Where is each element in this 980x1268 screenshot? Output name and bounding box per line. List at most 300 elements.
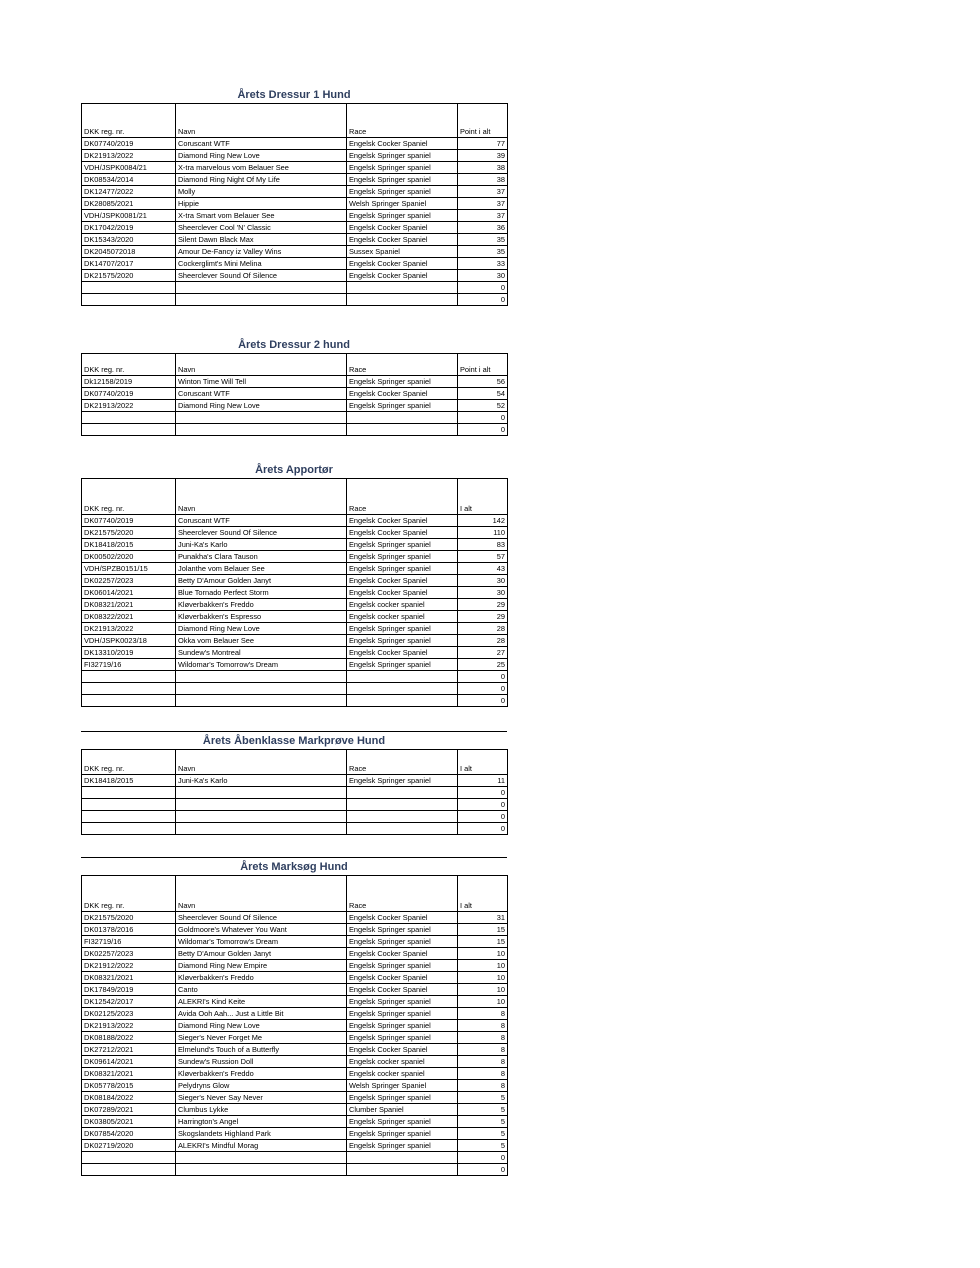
reg-nr-cell: DK00502/2020 <box>82 551 176 563</box>
reg-nr-cell: DK15343/2020 <box>82 234 176 246</box>
breed-cell: Engelsk Springer spaniel <box>347 162 458 174</box>
reg-nr-cell <box>82 412 176 424</box>
points-cell: 0 <box>458 294 508 306</box>
table-row <box>82 515 508 527</box>
points-cell: 36 <box>458 222 508 234</box>
points-cell: 10 <box>458 996 508 1008</box>
points-cell: 28 <box>458 635 508 647</box>
breed-cell <box>347 282 458 294</box>
points-cell: 57 <box>458 551 508 563</box>
points-cell: 33 <box>458 258 508 270</box>
breed-cell <box>347 1164 458 1176</box>
table-row <box>82 539 508 551</box>
name-cell: Kløverbakken's Freddo <box>176 972 347 984</box>
table-row <box>82 960 508 972</box>
table-row <box>82 811 508 823</box>
breed-cell <box>347 823 458 835</box>
breed-cell: Engelsk Cocker Spaniel <box>347 222 458 234</box>
breed-cell: Welsh Springer Spaniel <box>347 1080 458 1092</box>
points-cell: 10 <box>458 960 508 972</box>
name-cell: Blue Tornado Perfect Storm <box>176 587 347 599</box>
points-cell: 37 <box>458 186 508 198</box>
name-cell <box>176 811 347 823</box>
name-cell: Pelydryns Glow <box>176 1080 347 1092</box>
breed-cell: Engelsk cocker spaniel <box>347 599 458 611</box>
section-title: Årets Marksøg Hund <box>240 861 348 873</box>
points-cell: 11 <box>458 775 508 787</box>
reg-nr-cell: DK08321/2021 <box>82 1068 176 1080</box>
breed-cell: Engelsk cocker spaniel <box>347 611 458 623</box>
breed-cell <box>347 671 458 683</box>
points-cell: 0 <box>458 1164 508 1176</box>
table-row <box>82 623 508 635</box>
reg-nr-cell: DK21913/2022 <box>82 150 176 162</box>
reg-nr-cell: DK02257/2023 <box>82 575 176 587</box>
points-cell: 28 <box>458 623 508 635</box>
name-cell: Diamond Ring New Love <box>176 400 347 412</box>
reg-nr-cell: DK12477/2022 <box>82 186 176 198</box>
table-row <box>82 972 508 984</box>
breed-cell: Engelsk Springer spaniel <box>347 1140 458 1152</box>
points-cell: 0 <box>458 671 508 683</box>
points-cell: 29 <box>458 611 508 623</box>
name-cell: Skogslandets Highland Park <box>176 1128 347 1140</box>
column-header: DKK reg. nr. <box>82 354 176 376</box>
table-row <box>82 150 508 162</box>
section-title: Årets Dressur 2 hund <box>238 339 350 351</box>
table-row <box>82 984 508 996</box>
name-cell: Winton Time Will Tell <box>176 376 347 388</box>
name-cell: Clumbus Lykke <box>176 1104 347 1116</box>
breed-cell <box>347 412 458 424</box>
points-cell: 110 <box>458 527 508 539</box>
reg-nr-cell: DK18418/2015 <box>82 539 176 551</box>
divider <box>81 857 507 858</box>
breed-cell: Engelsk Springer spaniel <box>347 1092 458 1104</box>
reg-nr-cell: DK18418/2015 <box>82 775 176 787</box>
breed-cell: Engelsk Springer spaniel <box>347 775 458 787</box>
table-row <box>82 222 508 234</box>
breed-cell <box>347 811 458 823</box>
table-row <box>82 683 508 695</box>
points-cell: 142 <box>458 515 508 527</box>
breed-cell: Engelsk Springer spaniel <box>347 551 458 563</box>
table-row <box>82 424 508 436</box>
table-row <box>82 563 508 575</box>
points-cell: 10 <box>458 948 508 960</box>
points-cell: 10 <box>458 984 508 996</box>
reg-nr-cell: DK2045072018 <box>82 246 176 258</box>
name-cell: Elmelund's Touch of a Butterfly <box>176 1044 347 1056</box>
name-cell: Sheerclever Sound Of Silence <box>176 270 347 282</box>
points-cell: 0 <box>458 787 508 799</box>
breed-cell: Engelsk Cocker Spaniel <box>347 234 458 246</box>
name-cell <box>176 424 347 436</box>
table-row <box>82 1008 508 1020</box>
column-header: Navn <box>176 750 347 775</box>
points-cell: 0 <box>458 799 508 811</box>
column-header: DKK reg. nr. <box>82 750 176 775</box>
reg-nr-cell <box>82 695 176 707</box>
table-row <box>82 270 508 282</box>
column-header: Race <box>347 876 458 912</box>
breed-cell: Engelsk Springer spaniel <box>347 539 458 551</box>
reg-nr-cell: VDH/JSPK0023/18 <box>82 635 176 647</box>
breed-cell: Engelsk Springer spaniel <box>347 400 458 412</box>
reg-nr-cell <box>82 683 176 695</box>
name-cell: Betty D'Amour Golden Janyt <box>176 948 347 960</box>
breed-cell: Engelsk cocker spaniel <box>347 1056 458 1068</box>
section-title: Årets Dressur 1 Hund <box>237 89 351 101</box>
reg-nr-cell: DK17849/2019 <box>82 984 176 996</box>
points-cell: 0 <box>458 811 508 823</box>
points-cell: 31 <box>458 912 508 924</box>
column-header: Race <box>347 354 458 376</box>
name-cell: Sheerclever Cool 'N' Classic <box>176 222 347 234</box>
reg-nr-cell <box>82 294 176 306</box>
breed-cell: Engelsk Springer spaniel <box>347 186 458 198</box>
name-cell: Wildomar's Tomorrow's Dream <box>176 936 347 948</box>
name-cell: Diamond Ring Night Of My Life <box>176 174 347 186</box>
reg-nr-cell: DK21575/2020 <box>82 912 176 924</box>
reg-nr-cell: DK28085/2021 <box>82 198 176 210</box>
name-cell: Silent Dawn Black Max <box>176 234 347 246</box>
name-cell: Sieger's Never Say Never <box>176 1092 347 1104</box>
name-cell <box>176 671 347 683</box>
name-cell: Diamond Ring New Love <box>176 623 347 635</box>
table-row <box>82 1164 508 1176</box>
name-cell: Wildomar's Tomorrow's Dream <box>176 659 347 671</box>
points-cell: 5 <box>458 1116 508 1128</box>
breed-cell <box>347 294 458 306</box>
column-header: Navn <box>176 479 347 515</box>
breed-cell <box>347 683 458 695</box>
reg-nr-cell: DK21912/2022 <box>82 960 176 972</box>
breed-cell: Engelsk Springer spaniel <box>347 936 458 948</box>
table-row <box>82 1068 508 1080</box>
name-cell: Canto <box>176 984 347 996</box>
name-cell: Diamond Ring New Love <box>176 1020 347 1032</box>
breed-cell: Engelsk Springer spaniel <box>347 1008 458 1020</box>
points-cell: 0 <box>458 683 508 695</box>
breed-cell <box>347 787 458 799</box>
name-cell <box>176 1152 347 1164</box>
reg-nr-cell: DK03805/2021 <box>82 1116 176 1128</box>
name-cell <box>176 1164 347 1176</box>
reg-nr-cell: DK07854/2020 <box>82 1128 176 1140</box>
table-row <box>82 186 508 198</box>
points-cell: 15 <box>458 924 508 936</box>
reg-nr-cell: DK08534/2014 <box>82 174 176 186</box>
table-row <box>82 551 508 563</box>
reg-nr-cell: DK06014/2021 <box>82 587 176 599</box>
reg-nr-cell: VDH/JSPK0081/21 <box>82 210 176 222</box>
reg-nr-cell: DK14707/2017 <box>82 258 176 270</box>
reg-nr-cell <box>82 823 176 835</box>
breed-cell: Engelsk Springer spaniel <box>347 1116 458 1128</box>
reg-nr-cell: Dk12158/2019 <box>82 376 176 388</box>
reg-nr-cell: DK02257/2023 <box>82 948 176 960</box>
table-header-row <box>82 479 508 515</box>
name-cell: Sieger's Never Forget Me <box>176 1032 347 1044</box>
reg-nr-cell: DK02125/2023 <box>82 1008 176 1020</box>
breed-cell <box>347 799 458 811</box>
name-cell: Goldmoore's Whatever You Want <box>176 924 347 936</box>
reg-nr-cell <box>82 811 176 823</box>
column-header: DKK reg. nr. <box>82 479 176 515</box>
table-row <box>82 162 508 174</box>
points-cell: 83 <box>458 539 508 551</box>
name-cell: Cockerglimt's Mini Melina <box>176 258 347 270</box>
table-row <box>82 635 508 647</box>
reg-nr-cell: DK08184/2022 <box>82 1092 176 1104</box>
breed-cell: Engelsk Springer spaniel <box>347 659 458 671</box>
points-cell: 8 <box>458 1068 508 1080</box>
reg-nr-cell <box>82 787 176 799</box>
name-cell: Punakha's Clara Tauson <box>176 551 347 563</box>
breed-cell: Engelsk Cocker Spaniel <box>347 270 458 282</box>
table-row <box>82 1128 508 1140</box>
table-row <box>82 823 508 835</box>
results-table <box>81 103 508 306</box>
points-cell: 0 <box>458 282 508 294</box>
points-cell: 29 <box>458 599 508 611</box>
breed-cell: Engelsk Cocker Spaniel <box>347 388 458 400</box>
name-cell: Sundew's Russion Doll <box>176 1056 347 1068</box>
breed-cell: Engelsk Springer spaniel <box>347 210 458 222</box>
table-row <box>82 1044 508 1056</box>
name-cell: Juni-Ka's Karlo <box>176 539 347 551</box>
name-cell <box>176 683 347 695</box>
breed-cell: Engelsk Springer spaniel <box>347 150 458 162</box>
table-row <box>82 671 508 683</box>
breed-cell: Engelsk Springer spaniel <box>347 960 458 972</box>
table-row <box>82 575 508 587</box>
column-header: Race <box>347 479 458 515</box>
breed-cell: Engelsk Cocker Spaniel <box>347 138 458 150</box>
table-header-row <box>82 104 508 138</box>
table-row <box>82 1020 508 1032</box>
breed-cell <box>347 424 458 436</box>
reg-nr-cell: DK08321/2021 <box>82 972 176 984</box>
breed-cell: Engelsk Springer spaniel <box>347 1020 458 1032</box>
name-cell: Kløverbakken's Freddo <box>176 599 347 611</box>
reg-nr-cell <box>82 1152 176 1164</box>
table-row <box>82 210 508 222</box>
points-cell: 8 <box>458 1008 508 1020</box>
table-row <box>82 659 508 671</box>
column-header: Point i alt <box>458 354 508 376</box>
breed-cell: Engelsk Cocker Spaniel <box>347 575 458 587</box>
reg-nr-cell <box>82 1164 176 1176</box>
reg-nr-cell: DK21575/2020 <box>82 270 176 282</box>
reg-nr-cell: FI32719/16 <box>82 936 176 948</box>
name-cell: Hippie <box>176 198 347 210</box>
reg-nr-cell: VDH/JSPK0084/21 <box>82 162 176 174</box>
name-cell: Coruscant WTF <box>176 138 347 150</box>
points-cell: 0 <box>458 1152 508 1164</box>
column-header: DKK reg. nr. <box>82 104 176 138</box>
breed-cell: Engelsk Cocker Spaniel <box>347 972 458 984</box>
name-cell: Coruscant WTF <box>176 388 347 400</box>
table-row <box>82 647 508 659</box>
table-row <box>82 138 508 150</box>
points-cell: 5 <box>458 1128 508 1140</box>
table-row <box>82 587 508 599</box>
points-cell: 30 <box>458 575 508 587</box>
reg-nr-cell: DK02719/2020 <box>82 1140 176 1152</box>
name-cell: Jolanthe vom Belauer See <box>176 563 347 575</box>
reg-nr-cell: DK01378/2016 <box>82 924 176 936</box>
reg-nr-cell: DK07740/2019 <box>82 138 176 150</box>
table-row <box>82 258 508 270</box>
name-cell: Okka vom Belauer See <box>176 635 347 647</box>
table-row <box>82 611 508 623</box>
reg-nr-cell: DK17042/2019 <box>82 222 176 234</box>
reg-nr-cell: DK05778/2015 <box>82 1080 176 1092</box>
name-cell: Avida Ooh Aah... Just a Little Bit <box>176 1008 347 1020</box>
points-cell: 8 <box>458 1020 508 1032</box>
points-cell: 52 <box>458 400 508 412</box>
name-cell: X-tra Smart vom Belauer See <box>176 210 347 222</box>
name-cell <box>176 787 347 799</box>
reg-nr-cell: DK21575/2020 <box>82 527 176 539</box>
table-row <box>82 787 508 799</box>
reg-nr-cell <box>82 424 176 436</box>
points-cell: 0 <box>458 424 508 436</box>
table-row <box>82 996 508 1008</box>
table-row <box>82 1152 508 1164</box>
divider <box>81 731 507 732</box>
table-header-row <box>82 750 508 775</box>
points-cell: 8 <box>458 1056 508 1068</box>
breed-cell: Engelsk Cocker Spaniel <box>347 258 458 270</box>
name-cell: Molly <box>176 186 347 198</box>
points-cell: 8 <box>458 1032 508 1044</box>
points-cell: 43 <box>458 563 508 575</box>
table-row <box>82 527 508 539</box>
breed-cell <box>347 695 458 707</box>
breed-cell: Engelsk Springer spaniel <box>347 623 458 635</box>
breed-cell: Engelsk Springer spaniel <box>347 174 458 186</box>
reg-nr-cell: DK21913/2022 <box>82 1020 176 1032</box>
column-header: DKK reg. nr. <box>82 876 176 912</box>
name-cell: Diamond Ring New Love <box>176 150 347 162</box>
breed-cell: Engelsk cocker spaniel <box>347 1068 458 1080</box>
points-cell: 10 <box>458 972 508 984</box>
name-cell <box>176 282 347 294</box>
name-cell: Sheerclever Sound Of Silence <box>176 912 347 924</box>
reg-nr-cell: DK12542/2017 <box>82 996 176 1008</box>
table-row <box>82 799 508 811</box>
table-row <box>82 412 508 424</box>
reg-nr-cell: DK21913/2022 <box>82 400 176 412</box>
table-row <box>82 775 508 787</box>
reg-nr-cell <box>82 282 176 294</box>
name-cell <box>176 799 347 811</box>
name-cell: Kløverbakken's Freddo <box>176 1068 347 1080</box>
reg-nr-cell <box>82 799 176 811</box>
column-header: Navn <box>176 354 347 376</box>
reg-nr-cell: DK07289/2021 <box>82 1104 176 1116</box>
points-cell: 25 <box>458 659 508 671</box>
name-cell: ALEKRI's Kind Keite <box>176 996 347 1008</box>
table-row <box>82 1140 508 1152</box>
reg-nr-cell: DK27212/2021 <box>82 1044 176 1056</box>
breed-cell: Engelsk Springer spaniel <box>347 924 458 936</box>
breed-cell: Engelsk Cocker Spaniel <box>347 984 458 996</box>
breed-cell: Engelsk Cocker Spaniel <box>347 1044 458 1056</box>
column-header: Navn <box>176 104 347 138</box>
name-cell: Amour De-Fancy iz Valley Wins <box>176 246 347 258</box>
table-row <box>82 1080 508 1092</box>
results-table <box>81 749 508 835</box>
name-cell: Diamond Ring New Empire <box>176 960 347 972</box>
table-row <box>82 599 508 611</box>
table-row <box>82 198 508 210</box>
reg-nr-cell: DK07740/2019 <box>82 515 176 527</box>
points-cell: 37 <box>458 210 508 222</box>
table-row <box>82 1092 508 1104</box>
reg-nr-cell: DK08321/2021 <box>82 599 176 611</box>
reg-nr-cell <box>82 671 176 683</box>
section-title: Årets Apportør <box>255 464 333 476</box>
reg-nr-cell: DK07740/2019 <box>82 388 176 400</box>
points-cell: 0 <box>458 412 508 424</box>
table-row <box>82 174 508 186</box>
breed-cell: Engelsk Springer spaniel <box>347 563 458 575</box>
column-header: Point i alt <box>458 104 508 138</box>
name-cell <box>176 294 347 306</box>
column-header: I alt <box>458 876 508 912</box>
table-row <box>82 388 508 400</box>
column-header: Navn <box>176 876 347 912</box>
points-cell: 5 <box>458 1104 508 1116</box>
points-cell: 38 <box>458 162 508 174</box>
name-cell: ALEKRI's Mindful Morag <box>176 1140 347 1152</box>
breed-cell: Engelsk Cocker Spaniel <box>347 948 458 960</box>
column-header: Race <box>347 750 458 775</box>
points-cell: 8 <box>458 1080 508 1092</box>
points-cell: 30 <box>458 587 508 599</box>
column-header: I alt <box>458 479 508 515</box>
reg-nr-cell: DK08188/2022 <box>82 1032 176 1044</box>
name-cell <box>176 823 347 835</box>
results-table <box>81 478 508 707</box>
breed-cell: Engelsk Springer spaniel <box>347 376 458 388</box>
breed-cell: Engelsk Springer spaniel <box>347 996 458 1008</box>
breed-cell: Engelsk Cocker Spaniel <box>347 587 458 599</box>
name-cell <box>176 695 347 707</box>
reg-nr-cell: DK13310/2019 <box>82 647 176 659</box>
table-row <box>82 1056 508 1068</box>
breed-cell: Welsh Springer Spaniel <box>347 198 458 210</box>
table-row <box>82 1116 508 1128</box>
table-row <box>82 1104 508 1116</box>
table-row <box>82 912 508 924</box>
table-row <box>82 695 508 707</box>
table-row <box>82 246 508 258</box>
name-cell: Kløverbakken's Espresso <box>176 611 347 623</box>
points-cell: 30 <box>458 270 508 282</box>
section-title: Årets Åbenklasse Markprøve Hund <box>202 735 386 747</box>
reg-nr-cell: DK09614/2021 <box>82 1056 176 1068</box>
breed-cell: Sussex Spaniel <box>347 246 458 258</box>
reg-nr-cell: VDH/SPZB0151/15 <box>82 563 176 575</box>
name-cell: Sheerclever Sound Of Silence <box>176 527 347 539</box>
name-cell: X-tra marvelous vom Belauer See <box>176 162 347 174</box>
points-cell: 15 <box>458 936 508 948</box>
